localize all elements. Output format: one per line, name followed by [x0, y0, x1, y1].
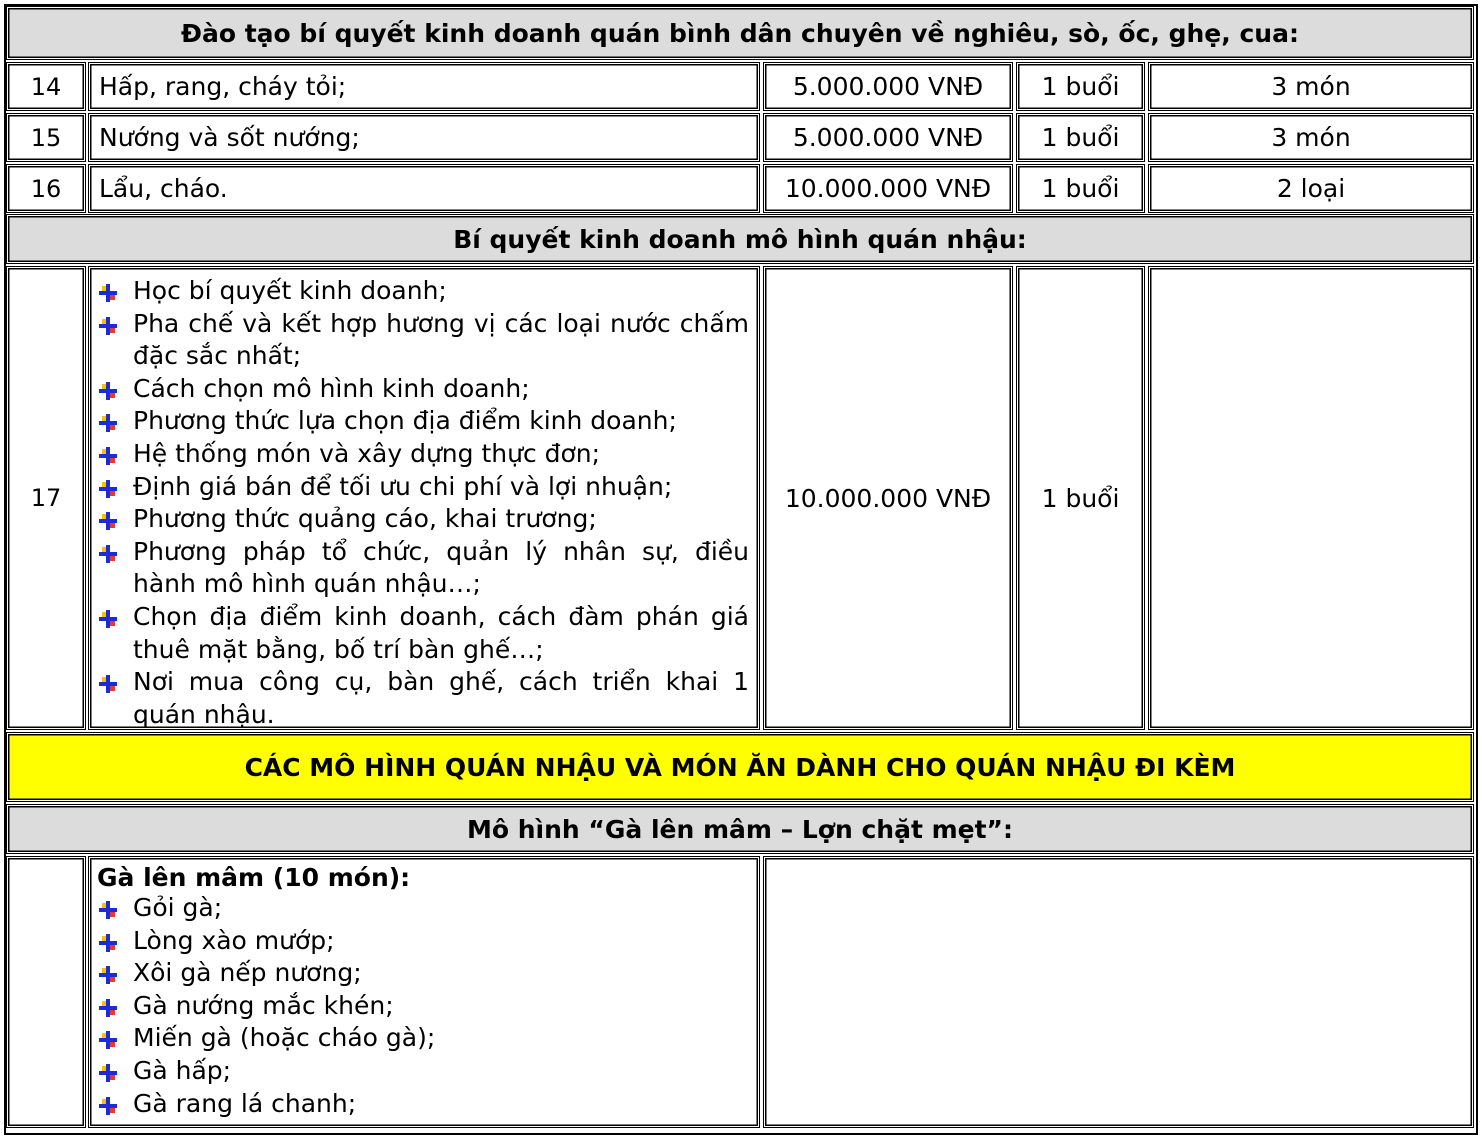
ga-len-mam-content [88, 856, 760, 1128]
list-item-text: Định giá bán để tối ưu chi phí và lợi nhuận; [133, 471, 673, 501]
list-item-text: Phương thức quảng cáo, khai trương; [133, 504, 597, 534]
arrow-bullet-icon [99, 1031, 117, 1049]
row-number [6, 62, 86, 111]
ga-len-mam-title: Gà lên mâm (10 món): [97, 863, 411, 892]
list-item [95, 275, 749, 308]
arrow-bullet-icon [99, 480, 117, 498]
list-item [95, 601, 749, 666]
course-qty [1148, 164, 1474, 213]
section-title: Đào tạo bí quyết kinh doanh quán bình dân chuyên về nghiêu, sò, ốc, ghẹ, cua: [181, 18, 1299, 48]
course-duration-text: 1 buổi [1041, 72, 1120, 101]
list-item-text: Gà nướng mắc khén; [133, 990, 394, 1020]
banner-quan-nhau-models [6, 732, 1474, 802]
row-number-text: 16 [30, 174, 62, 203]
arrow-bullet-icon [99, 545, 117, 563]
course-qty [1148, 113, 1474, 162]
course-name [88, 164, 760, 213]
list-item-text: Gà rang lá chanh; [133, 1088, 357, 1118]
section-header-quan-nhau [6, 214, 1474, 264]
arrow-bullet-icon [99, 966, 117, 984]
course-qty-text: 3 món [1271, 123, 1351, 152]
list-item [95, 957, 749, 990]
arrow-bullet-icon [99, 414, 117, 432]
ga-row-number [6, 856, 86, 1128]
course-price [763, 164, 1013, 213]
list-item [95, 308, 749, 373]
arrow-bullet-icon [99, 284, 117, 302]
list-item [95, 438, 749, 471]
list-item-text: Phương thức lựa chọn địa điểm kinh doanh; [133, 406, 677, 436]
course-qty [1148, 62, 1474, 111]
list-item [95, 405, 749, 438]
row-17-number: 17 [6, 266, 86, 730]
arrow-bullet-icon [99, 382, 117, 400]
ga-len-mam-item-list [89, 892, 759, 1120]
arrow-bullet-icon [99, 447, 117, 465]
course-name [88, 62, 760, 111]
list-item [95, 1088, 749, 1121]
ga-row-right [763, 856, 1474, 1128]
course-duration [1016, 164, 1145, 213]
list-item-text: Phương pháp tổ chức, quản lý nhân sự, điều hành mô hình quán nhậu…; [133, 536, 749, 599]
course-name [88, 113, 760, 162]
list-item [95, 990, 749, 1023]
course-price [763, 62, 1013, 111]
course-duration-text: 1 buổi [1041, 174, 1120, 203]
course-duration [1016, 113, 1145, 162]
course-price-text: 5.000.000 VNĐ [792, 72, 984, 101]
arrow-bullet-icon [99, 610, 117, 628]
list-item-text: Pha chế và kết hợp hương vị các loại nước chấm đặc sắc nhất; [133, 308, 749, 371]
course-duration [1016, 62, 1145, 111]
list-item-text: Lòng xào mướp; [133, 925, 335, 955]
course-price-text: 5.000.000 VNĐ [792, 123, 984, 152]
arrow-bullet-icon [99, 901, 117, 919]
section-header-ga-lon [6, 804, 1474, 854]
row-number-text: 14 [30, 72, 62, 101]
arrow-bullet-icon [99, 1064, 117, 1082]
list-item [95, 503, 749, 536]
list-item [95, 666, 749, 731]
row-17-qty [1148, 266, 1474, 730]
list-item-text: Xôi gà nếp nương; [133, 958, 362, 988]
list-item-text: Gà hấp; [133, 1055, 232, 1085]
course-qty-text: 3 món [1271, 72, 1351, 101]
arrow-bullet-icon [99, 512, 117, 530]
list-item-text: Chọn địa điểm kinh doanh, cách đàm phán giá thuê mặt bằng, bố trí bàn ghế…; [133, 601, 749, 664]
banner-title: CÁC MÔ HÌNH QUÁN NHẬU VÀ MÓN ĂN DÀNH CHO QUÁN NHẬU ĐI KÈM [244, 752, 1236, 782]
list-item [95, 471, 749, 504]
arrow-bullet-icon [99, 999, 117, 1017]
list-item [95, 1022, 749, 1055]
list-item [95, 536, 749, 601]
list-item-text: Nơi mua công cụ, bàn ghế, cách triển khai 1 quán nhậu. [133, 667, 749, 729]
section-header-oc-ghe-cua [6, 6, 1474, 60]
arrow-bullet-icon [99, 934, 117, 952]
row-number-text: 15 [30, 123, 62, 152]
row-17-duration: 1 buổi [1016, 266, 1145, 730]
course-name-text: Hấp, rang, cháy tỏi; [99, 72, 347, 101]
arrow-bullet-icon [99, 675, 117, 693]
course-price-text: 10.000.000 VNĐ [784, 174, 992, 203]
course-qty-text: 2 loại [1276, 174, 1346, 203]
course-name-text: Lẩu, cháo. [99, 174, 228, 203]
course-name-text: Nướng và sốt nướng; [99, 123, 360, 152]
list-item [95, 373, 749, 406]
row-17-content [88, 266, 760, 730]
list-item-text: Gỏi gà; [133, 893, 223, 922]
list-item-text: Hệ thống món và xây dựng thực đơn; [133, 438, 601, 468]
list-item-text: Cách chọn mô hình kinh doanh; [133, 373, 530, 403]
course-duration-text: 1 buổi [1041, 123, 1120, 152]
row-number [6, 164, 86, 213]
arrow-bullet-icon [99, 1097, 117, 1115]
course-price [763, 113, 1013, 162]
row-17-price: 10.000.000 VNĐ [763, 266, 1013, 730]
list-item [95, 925, 749, 958]
row-17-item-list [89, 267, 759, 731]
list-item-text: Học bí quyết kinh doanh; [133, 276, 447, 305]
list-item-text: Miến gà (hoặc cháo gà); [133, 1023, 436, 1053]
section-title: Bí quyết kinh doanh mô hình quán nhậu: [453, 224, 1027, 254]
section-title: Mô hình “Gà lên mâm – Lợn chặt mẹt”: [467, 814, 1013, 844]
list-item [95, 1055, 749, 1088]
list-item [95, 892, 749, 925]
row-number [6, 113, 86, 162]
arrow-bullet-icon [99, 317, 117, 335]
